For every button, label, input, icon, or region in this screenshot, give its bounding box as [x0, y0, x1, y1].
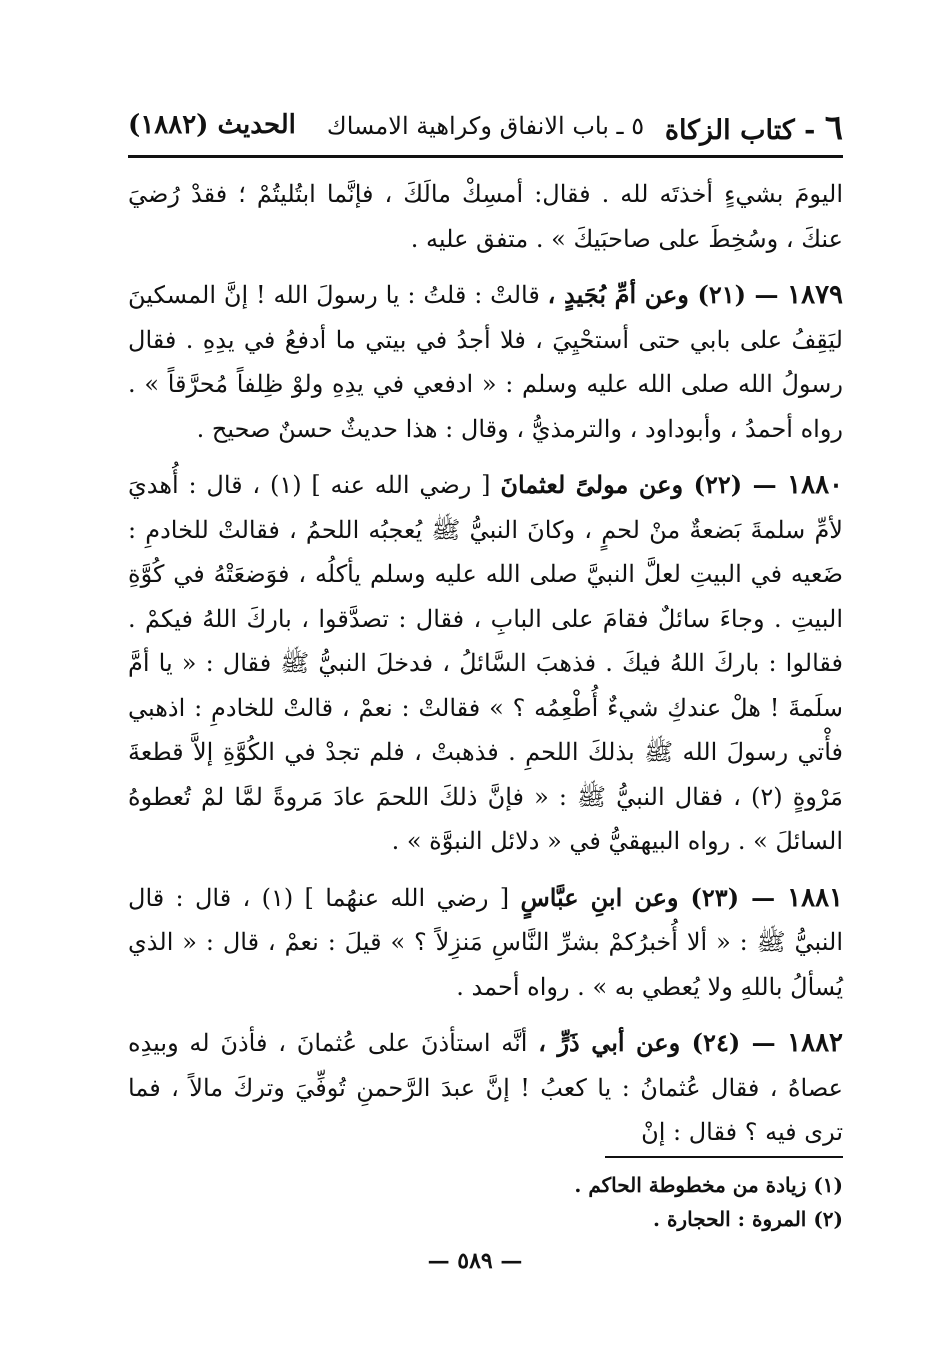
main-text: [128, 172, 843, 1167]
hadith-lead: — (٢٣) وعن ابنِ عبَّاسٍ: [520, 882, 788, 912]
hadith-lead: — (٢٢) وعن مولىً لعثمانَ: [500, 470, 788, 499]
header-divider: [128, 155, 843, 158]
hadith-paragraph: [128, 876, 843, 1010]
hadith-number: ١٨٧٩: [787, 280, 843, 310]
chapter-number: ٦: [824, 108, 843, 148]
hadith-paragraph: [128, 463, 843, 864]
page-number: — ٥٨٩ —: [427, 1248, 523, 1274]
paragraph-text: أنَّه استأذنَ على عُثمانَ ، فأذنَ له وبيدِه عصاهُ ، فقال عُثمانُ : يا كعبُ ! إنَّ عبدَ الرَّحمنِ تُوفِّيَ وتركَ مالاً ، فما ترى فيه ؟ فقال : إنْ: [128, 1029, 843, 1146]
paragraph-text: قالتْ : قلتُ : يا رسولَ الله ! إنَّ المسكينَ ليَقِفُ على بابي حتى أستحْيِيَ ، فلا أجدُ في بيتي ما أدفعُ في يدِهِ . فقال رسولُ الله صلى الله عليه وسلم : « ادفعي في يدِهِ ولوْ ظِلفاً مُحرَّقاً » . رواه أحمدُ ، وأبوداود ، والترمذيُّ ، وقال : هذا حديثٌ حسنٌ صحيح .: [128, 281, 843, 443]
paragraph-continuation: [128, 172, 843, 261]
section-title: ٥ ـ باب الانفاق وكراهية الامساك: [326, 112, 645, 140]
chapter-title: - كتاب الزكاة: [664, 115, 816, 146]
running-header: [128, 108, 843, 152]
hadith-lead: — (٢٤) وعن أبي ذَرٍّ ،: [538, 1028, 788, 1057]
footnote-2: (٢) المروة : الحجارة .: [653, 1207, 843, 1231]
paragraph-text: اليومَ بشيءٍ أخذتَه لله . فقال: أمسِكْ مالَكَ ، فإنَّما ابتُليتُمْ ؛ فقدْ رُضيَ عنكَ ، وسُخِطَ على صاحبَيكَ » . متفق عليه .: [128, 180, 843, 253]
paragraph-text: [ رضي الله عنهُما ] (١) ، قال : قال النبيُّ ﷺ : « ألا أُخبرُكمْ بشرِّ النَّاسِ مَنزِلاً ؟ » قيلَ : نعمْ ، قال : « الذي يُسألُ باللهِ ولا يُعطي به » . رواه أحمد .: [128, 883, 843, 1001]
footnotes: [343, 1168, 843, 1236]
footnote-divider: [605, 1156, 843, 1158]
paragraph-text: [ رضي الله عنه ] (١) ، قال : أُهديَ لأمِّ سلمةَ بَضعةٌ منْ لحمٍ ، وكانَ النبيُّ ﷺ يُعجبُه اللحمُ ، فقالتْ للخادمِ : ضَعيه في البيتِ لعلَّ النبيَّ صلى الله عليه وسلم يأكلُه ، فوَضعَتْهُ في كُوَّةِ البيتِ . وجاءَ سائلٌ فقامَ على البابِ ، فقال : تصدَّقوا ، باركَ اللهُ فيكمْ . فقالوا : باركَ اللهُ فيكَ . فذهبَ السَّائلُ ، فدخلَ النبيُّ ﷺ فقال : « يا أمَّ سلَمةَ ! هلْ عندكِ شيءٌ أُطْعِمُه ؟ » فقالتْ : نعمْ ، قالتْ للخادمِ : اذهبي فأْتي رسولَ الله ﷺ بذلكَ اللحمِ . فذهبتْ ، فلم تجدْ في الكُوَّةِ إلاَّ قطعةَ مَرْوةٍ (٢) ، فقال النبيُّ ﷺ : « فإنَّ ذلكَ اللحمَ عادَ مَروةً لمَّا لمْ تُعطوهُ السائلَ » . رواه البيهقيُّ في « دلائل النبوَّة » .: [128, 471, 843, 855]
hadith-number: ١٨٨١: [787, 882, 843, 913]
hadith-number: ١٨٨٢: [787, 1028, 843, 1058]
hadith-reference: الحديث (١٨٨٢): [128, 110, 296, 140]
hadith-lead: — (٢١) وعن أمِّ بُجَيدٍ ،: [547, 280, 788, 309]
chapter-heading: [665, 108, 843, 148]
hadith-paragraph: [128, 1021, 843, 1155]
hadith-paragraph: [128, 273, 843, 451]
hadith-number: ١٨٨٠: [787, 470, 844, 500]
footnote-1: (١) زيادة من مخطوطة الحاكم .: [574, 1173, 843, 1197]
